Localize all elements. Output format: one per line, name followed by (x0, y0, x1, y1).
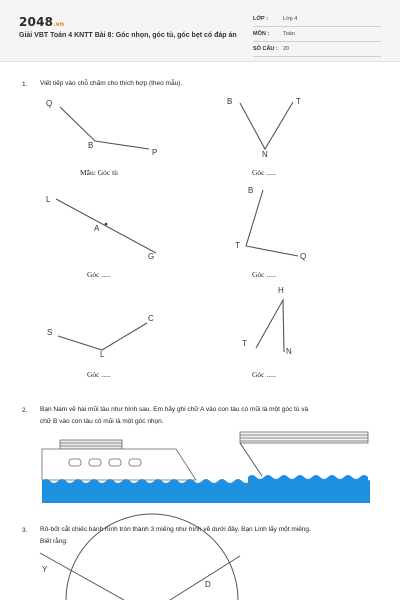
label-d: D (205, 580, 211, 589)
q2-text-line1: Bạn Nam vẽ hai mũi tàu như hình sau. Em hãy ghi chữ A vào con tàu có mũi là một góc tù và (40, 406, 309, 413)
label-a3: A (94, 224, 100, 233)
label-n6: N (286, 347, 292, 356)
meta-subject-value: Toán (283, 31, 295, 37)
caption-4: Góc ..... (252, 270, 276, 279)
caption-5: Góc ..... (87, 370, 111, 379)
label-b: B (88, 141, 94, 150)
label-q: Q (46, 99, 53, 108)
cake-circle-arc (66, 514, 238, 600)
cut-line-2 (170, 556, 240, 600)
label-t4: T (235, 241, 240, 250)
label-l3: L (46, 195, 51, 204)
label-c5: C (148, 314, 154, 323)
caption-1: Mẫu: Góc tù (80, 168, 118, 177)
caption-2: Góc ..... (252, 168, 276, 177)
logo-main: 2048 (19, 15, 54, 29)
meta-count-value: 20 (283, 46, 290, 52)
cut-line-1 (40, 553, 124, 600)
meta-count-key: SỐ CÂU : (253, 46, 278, 52)
label-p: P (152, 148, 158, 157)
q3-text-line1: Rô-bốt cắt chiếc bánh hình tròn thành 3 miếng như hình vẽ dưới đây. Bạn Linh lấy một miếng. (40, 526, 311, 533)
logo-tld: .vn (53, 21, 65, 28)
label-b2: B (227, 97, 233, 106)
label-t2: T (296, 97, 301, 106)
caption-3: Góc ..... (87, 270, 111, 279)
q1-text: Viết tiếp vào chỗ chấm cho thích hợp (theo mẫu). (40, 80, 183, 87)
q2-number: 2. (22, 407, 28, 414)
label-b4: B (248, 186, 254, 195)
label-l5: L (100, 350, 105, 359)
caption-6: Góc ..... (252, 370, 276, 379)
q3-number: 3. (22, 527, 28, 534)
page-title: Giải VBT Toán 4 KNTT Bài 8: Góc nhọn, góc tù, góc bẹt có đáp án (19, 32, 237, 39)
label-g3: G (148, 252, 155, 261)
meta-class-key: LỚP : (253, 16, 268, 22)
label-n2: N (262, 150, 268, 159)
label-q4: Q (300, 252, 307, 261)
q2-text-line2: chữ B vào con tàu có mũi là một góc nhọn. (40, 418, 164, 425)
label-s5: S (47, 328, 53, 337)
label-h6: H (278, 286, 284, 295)
q1-number: 1. (22, 81, 28, 88)
meta-class-value: Lớp 4 (283, 16, 298, 22)
q3-text-line2: Biết rằng: (40, 538, 68, 545)
meta-subject-key: MÔN : (253, 31, 270, 37)
label-t6: T (242, 339, 247, 348)
label-y: Y (42, 565, 48, 574)
